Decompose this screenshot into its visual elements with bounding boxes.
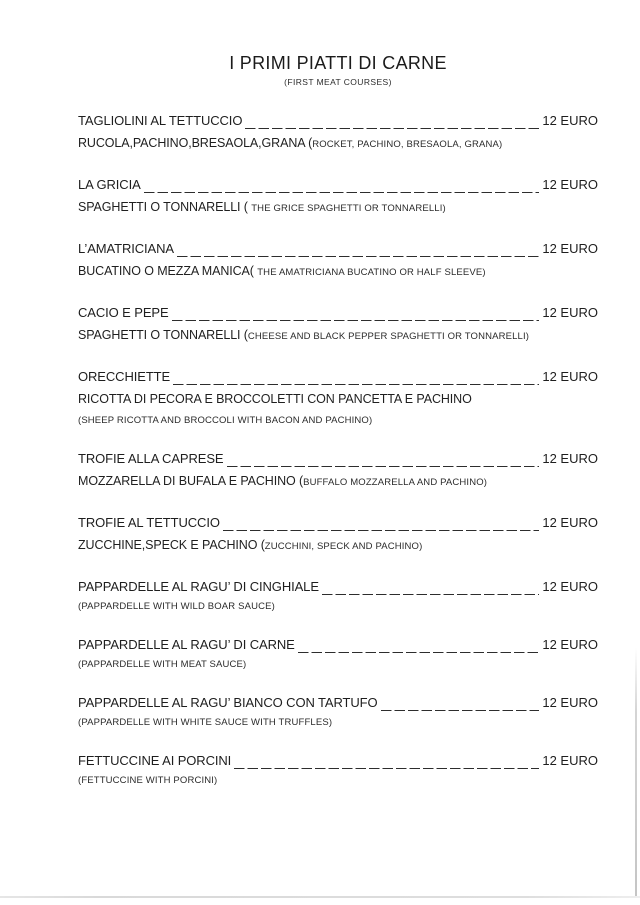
item-price: 12 EURO bbox=[542, 753, 598, 768]
item-description-main: RICOTTA DI PECORA E BROCCOLETTI CON PANCETTA E PACHINO bbox=[78, 392, 472, 406]
item-name: PAPPARDELLE AL RAGU’ DI CARNE bbox=[78, 637, 295, 652]
item-name: FETTUCCINE AI PORCINI bbox=[78, 753, 232, 768]
item-description-note: (PAPPARDELLE WITH WILD BOAR SAUCE) bbox=[78, 601, 275, 612]
item-description bbox=[78, 261, 598, 282]
item-row bbox=[78, 303, 598, 322]
dotted-leader bbox=[245, 117, 539, 129]
page-subtitle: (FIRST MEAT COURSES) bbox=[284, 77, 392, 87]
item-price: 12 EURO bbox=[542, 177, 598, 192]
item-name: TROFIE ALLA CAPRESE bbox=[78, 451, 224, 466]
dotted-leader bbox=[234, 757, 539, 769]
dotted-leader bbox=[322, 583, 539, 595]
item-name: PAPPARDELLE AL RAGU’ DI CINGHIALE bbox=[78, 579, 319, 594]
item-row bbox=[78, 111, 598, 130]
item-row bbox=[78, 693, 598, 712]
item-description bbox=[78, 535, 598, 556]
item-description-note: (FETTUCCINE WITH PORCINI) bbox=[78, 775, 218, 786]
item-price: 12 EURO bbox=[542, 305, 598, 320]
item-description bbox=[78, 197, 598, 218]
item-price: 12 EURO bbox=[542, 241, 598, 256]
item-description bbox=[78, 325, 598, 346]
menu-list bbox=[78, 111, 598, 788]
item-price: 12 EURO bbox=[542, 637, 598, 652]
item-description-main: SPAGHETTI O TONNARELLI ( bbox=[78, 328, 248, 342]
item-price: 12 EURO bbox=[542, 695, 598, 710]
menu-item-tagliolini-al-tettuccio bbox=[78, 111, 598, 154]
menu-item-pappardelle-cinghiale bbox=[78, 577, 598, 614]
item-description-main: SPAGHETTI O TONNARELLI ( bbox=[78, 200, 252, 214]
item-row bbox=[78, 449, 598, 468]
item-description-translation: ROCKET, PACHINO, BRESAOLA, GRANA) bbox=[312, 139, 503, 150]
item-description-main: ZUCCHINE,SPECK E PACHINO ( bbox=[78, 538, 265, 552]
menu-item-amatriciana bbox=[78, 239, 598, 282]
item-description-translation: BUFFALO MOZZARELLA AND PACHINO) bbox=[303, 477, 488, 488]
dotted-leader bbox=[177, 245, 539, 257]
dotted-leader bbox=[227, 455, 540, 467]
item-price: 12 EURO bbox=[542, 451, 598, 466]
item-description-translation: ZUCCHINI, SPECK AND PACHINO) bbox=[264, 541, 423, 552]
item-name: L’AMATRICIANA bbox=[78, 241, 174, 256]
item-name: ORECCHIETTE bbox=[78, 369, 171, 384]
item-row bbox=[78, 239, 598, 258]
menu-header bbox=[78, 52, 598, 87]
item-description-translation: CHEESE AND BLACK PEPPER SPAGHETTI OR TONNARELLI) bbox=[247, 331, 530, 342]
item-row bbox=[78, 577, 598, 596]
scan-page-edge-bottom bbox=[0, 896, 640, 898]
item-row bbox=[78, 513, 598, 532]
dotted-leader bbox=[298, 641, 540, 653]
item-description-note: (SHEEP RICOTTA AND BROCCOLI WITH BACON AND PACHINO) bbox=[78, 415, 373, 426]
dotted-leader bbox=[144, 181, 540, 193]
item-description-note: (PAPPARDELLE WITH MEAT SAUCE) bbox=[78, 659, 247, 670]
scan-page-edge-right bbox=[635, 648, 637, 898]
item-description bbox=[78, 133, 598, 154]
item-price: 12 EURO bbox=[542, 369, 598, 384]
page-title: I PRIMI PIATTI DI CARNE bbox=[229, 53, 447, 73]
item-name: TROFIE AL TETTUCCIO bbox=[78, 515, 220, 530]
menu-item-trofie-al-tettuccio bbox=[78, 513, 598, 556]
item-row bbox=[78, 635, 598, 654]
menu-item-cacio-e-pepe bbox=[78, 303, 598, 346]
menu-item-la-gricia bbox=[78, 175, 598, 218]
menu-item-fettuccine-ai-porcini bbox=[78, 751, 598, 788]
item-row bbox=[78, 751, 598, 770]
menu-item-trofie-alla-caprese bbox=[78, 449, 598, 492]
item-name: PAPPARDELLE AL RAGU’ BIANCO CON TARTUFO bbox=[78, 695, 378, 710]
item-name: CACIO E PEPE bbox=[78, 305, 169, 320]
menu-item-orecchiette bbox=[78, 367, 598, 428]
item-row bbox=[78, 367, 598, 386]
menu-item-pappardelle-bianco-tartufo bbox=[78, 693, 598, 730]
item-description-main: MOZZARELLA DI BUFALA E PACHINO ( bbox=[78, 474, 304, 488]
item-row bbox=[78, 175, 598, 194]
menu-item-pappardelle-carne bbox=[78, 635, 598, 672]
item-description-main: BUCATINO O MEZZA MANICA( bbox=[78, 264, 258, 278]
dotted-leader bbox=[223, 519, 540, 531]
item-name: LA GRICIA bbox=[78, 177, 141, 192]
item-description-main: RUCOLA,PACHINO,BRESAOLA,GRANA ( bbox=[78, 136, 313, 150]
item-price: 12 EURO bbox=[542, 515, 598, 530]
dotted-leader bbox=[381, 699, 540, 711]
item-price: 12 EURO bbox=[542, 113, 598, 128]
item-description bbox=[78, 389, 598, 410]
item-name: TAGLIOLINI AL TETTUCCIO bbox=[78, 113, 243, 128]
dotted-leader bbox=[172, 309, 540, 321]
dotted-leader bbox=[173, 373, 539, 385]
item-description-translation: THE GRICE SPAGHETTI OR TONNARELLI) bbox=[251, 203, 446, 214]
item-price: 12 EURO bbox=[542, 579, 598, 594]
item-description bbox=[78, 471, 598, 492]
item-description-translation: THE AMATRICIANA BUCATINO OR HALF SLEEVE) bbox=[257, 267, 486, 278]
item-description-note: (PAPPARDELLE WITH WHITE SAUCE WITH TRUFFLES) bbox=[78, 717, 333, 728]
